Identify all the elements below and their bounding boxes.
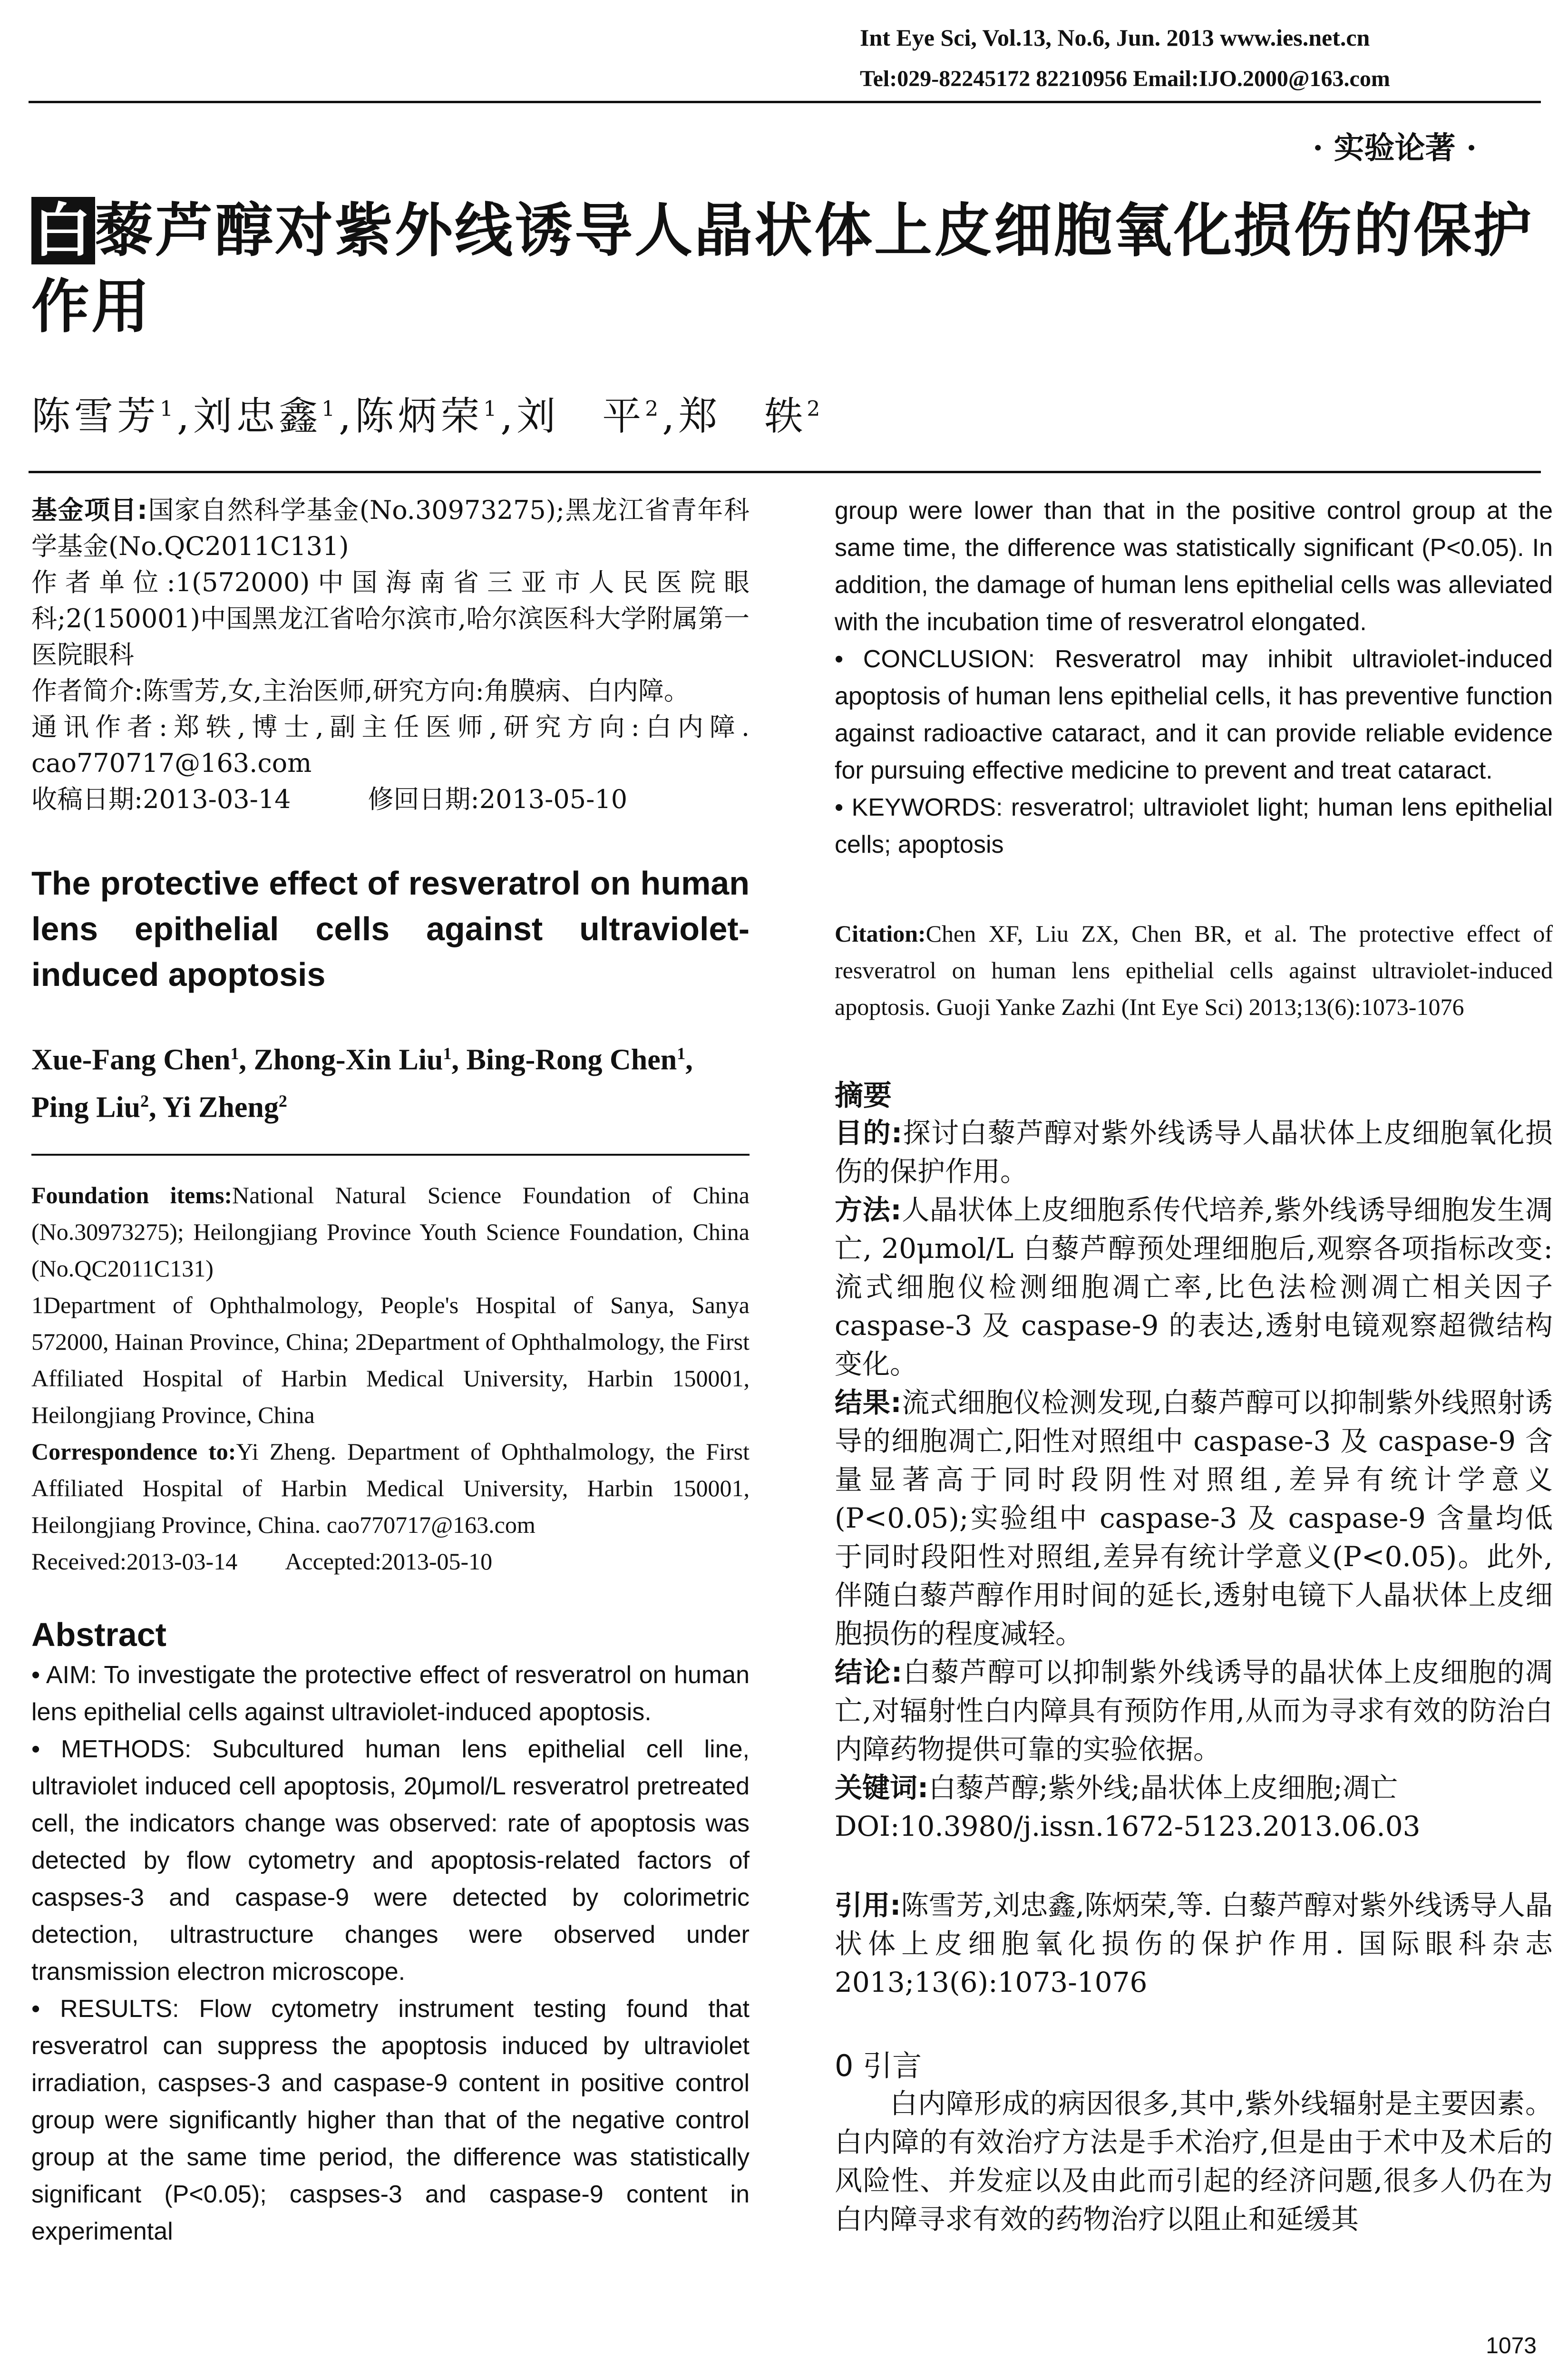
affiliation-mark: 1 xyxy=(230,1044,239,1063)
authors-rule xyxy=(29,471,1541,473)
title-rest: 藜芦醇对紫外线诱导人晶状体上皮细胞氧化损伤的保护作用 xyxy=(31,197,1533,341)
author-name: 刘 平 xyxy=(516,394,645,439)
affiliation-mark: 2 xyxy=(278,1091,287,1111)
abstract-en-left xyxy=(31,1656,750,2250)
affiliation-mark: 1 xyxy=(160,397,177,421)
affiliation-mark: 2 xyxy=(140,1091,149,1111)
cn-aim: 探讨白藜芦醇对紫外线诱导人晶状体上皮细胞氧化损伤的保护作用。 xyxy=(835,1117,1553,1188)
cn-results: 流式细胞仪检测发现,白藜芦醇可以抑制紫外线照射诱导的细胞凋亡,阳性对照组中 caspase-3 及 caspase-9 含量显著高于同时段阴性对照组,差异有统计学意义(P<0.05);实验组中 caspase-3 及 caspase-9 含量均低于同时段阳性对照组,差异有统计学意义(P<0.05)。此外,伴随白藜芦醇作用时间的延长,透射电镜下人晶状体上皮细胞损伤的程度减轻。 xyxy=(835,1386,1553,1650)
citation-en xyxy=(835,916,1553,1025)
authors-cn xyxy=(31,385,824,441)
received-dates-en: Received:2013-03-14 Accepted:2013-05-10 xyxy=(31,1548,493,1575)
author-name: 刘忠鑫 xyxy=(193,394,322,439)
en-meta xyxy=(31,1177,750,1580)
citation-text: Chen XF, Liu ZX, Chen BR, et al. The protective effect of resveratrol on human lens epithelial cells against ultraviolet-induced apoptosis. Guoji Yanke Zazhi (Int Eye Sci) 2013;13(6):1073-1076 xyxy=(835,920,1553,1020)
cn-conclusion-label: 结论: xyxy=(835,1656,903,1688)
abstract-results: • RESULTS: Flow cytometry instrument testing found that resveratrol can suppress the apoptosis induced by ultraviolet irradiation, caspses-3 and caspase-9 content in positive control group were significantly higher than that of the negative control group at the same time period, the difference was statistically significant (P<0.05); caspses-3 and caspase-9 content in experimental xyxy=(31,1995,750,2246)
affiliation-mark: 2 xyxy=(645,397,662,421)
separator: , xyxy=(662,394,679,439)
cn-abstract xyxy=(835,1114,1553,1846)
correspondence-label: Correspondence to: xyxy=(31,1438,236,1465)
abstract-aim: • AIM: To investigate the protective effect of resveratrol on human lens epithelial cells against ultraviolet-induced apoptosis. xyxy=(31,1661,750,1726)
page-number: 1073 xyxy=(1486,2333,1537,2358)
author-name: Ping Liu xyxy=(31,1091,141,1124)
author-name: Bing-Rong Chen xyxy=(466,1043,677,1076)
departments: 1Department of Ophthalmology, People's Hospital of Sanya, Sanya 572000, Hainan Province, China; 2Department of Ophthalmology, the First Affiliated Hospital of Harbin Medical University, Harbin 150001, Heilongjiang Province, China xyxy=(31,1292,750,1429)
foundation-text: National Natural Science Foundation of China (No.30973275); Heilongjiang Province Youth Science Foundation, China (No.QC2011C131) xyxy=(31,1182,750,1282)
en-meta-rule xyxy=(31,1154,750,1156)
received-dates-cn: 收稿日期:2013-03-14 修回日期:2013-05-10 xyxy=(31,784,628,814)
separator: , xyxy=(500,394,517,439)
cn-methods-label: 方法: xyxy=(835,1194,902,1226)
right-column xyxy=(835,492,1553,2239)
separator: , xyxy=(339,394,355,439)
cn-methods: 人晶状体上皮细胞系传代培养,紫外线诱导细胞发生凋亡, 20μmol/L 白藜芦醇预处理细胞后,观察各项指标改变:流式细胞仪检测细胞凋亡率,比色法检测凋亡相关因子 caspase-3 及 caspase-9 的表达,透射电镜观察超微结构变化。 xyxy=(835,1194,1553,1380)
cn-aim-label: 目的: xyxy=(835,1117,903,1149)
article-title-cn xyxy=(31,193,1544,345)
affiliation-mark: 1 xyxy=(677,1044,686,1063)
cn-results-label: 结果: xyxy=(835,1386,902,1419)
cn-conclusion: 白藜芦醇可以抑制紫外线诱导的晶状体上皮细胞的凋亡,对辐射性白内障具有预防作用,从而为寻求有效的防治白内障药物提供可靠的实验依据。 xyxy=(835,1656,1553,1765)
author-name: Zhong-Xin Liu xyxy=(253,1043,443,1076)
article-title-en: The protective effect of resveratrol on human lens epithelial cells against ultraviolet-induced apoptosis xyxy=(31,865,750,993)
fund-label: 基金项目: xyxy=(31,495,147,525)
intro-heading: 0 引言 xyxy=(835,2048,922,2083)
abstract-results-continued: group were lower than that in the positive control group at the same time, the difference was statistically significant (P<0.05). In addition, the damage of human lens epithelial cells was alleviated with the incubation time of resveratrol elongated. xyxy=(835,497,1553,636)
author-name: 陈炳荣 xyxy=(355,394,484,439)
cn-citation-label: 引用: xyxy=(835,1889,901,1921)
abstract-en-right xyxy=(835,492,1553,863)
author-name: 陈雪芳 xyxy=(31,394,160,439)
abstract-methods: • METHODS: Subcultured human lens epithelial cell line, ultraviolet induced cell apoptosis, 20μmol/L resveratrol pretreated cell, the indicators change was observed: rate of apoptosis was detected by flow cytometry and apoptosis-related factors of caspses-3 and caspase-9 were detected by colorimetric detection, ultrastructure changes were observed under transmission electron microscope. xyxy=(31,1735,750,1986)
affiliation-mark: 1 xyxy=(321,397,339,421)
author-unit: 作者单位:1(572000)中国海南省三亚市人民医院眼科;2(150001)中国黑龙江省哈尔滨市,哈尔滨医科大学附属第一医院眼科 xyxy=(31,567,750,670)
fund-text: 国家自然科学基金(No.30973275);黑龙江省青年科学基金(No.QC2011C131) xyxy=(31,495,750,561)
journal-header: Int Eye Sci, Vol.13, No.6, Jun. 2013 www.ies.net.cn xyxy=(860,24,1370,51)
cn-abstract-heading: 摘要 xyxy=(835,1079,892,1112)
affiliation-mark: 1 xyxy=(483,397,501,421)
header-rule xyxy=(29,101,1541,103)
intro-text: 白内障形成的病因很多,其中,紫外线辐射是主要因素。白内障的有效治疗方法是手术治疗,但是由于术中及术后的风险性、并发症以及由此而引起的经济问题,很多人仍在为白内障寻求有效的药物治疗以阻止和延缓其 xyxy=(835,2087,1553,2235)
correspondence-text: Yi Zheng. Department of Ophthalmology, the First Affiliated Hospital of Harbin Medical University, Harbin 150001, Heilongjiang Province, China. cao770717@163.com xyxy=(31,1438,750,1539)
cn-meta xyxy=(31,492,750,818)
affiliation-mark: 2 xyxy=(807,397,824,421)
author-name: 郑 轶 xyxy=(678,394,807,439)
citation-label: Citation: xyxy=(835,920,926,947)
left-column xyxy=(31,492,750,2250)
cn-keywords: 白藜芦醇;紫外线;晶状体上皮细胞;凋亡 xyxy=(928,1772,1398,1804)
abstract-conclusion: • CONCLUSION: Resveratrol may inhibit ultraviolet-induced apoptosis of human lens epithelial cells, it has preventive function against radioactive cataract, and it can provide reliable evidence for pursuing effective medicine to prevent and treat cataract. xyxy=(835,645,1553,784)
corresponding-author: 通讯作者:郑轶,博士,副主任医师,研究方向:白内障. cao770717@163.com xyxy=(31,712,750,778)
author-intro: 作者简介:陈雪芳,女,主治医师,研究方向:角膜病、白内障。 xyxy=(31,676,690,706)
authors-en: Xue-Fang Chen$^1$, Zhong-Xin Liu$^1$, Bing-Rong Chen$^1$, Ping Liu$^2$, Yi Zheng$^2$ xyxy=(31,1043,693,1124)
title-first-char: 白 xyxy=(31,197,95,264)
separator: , xyxy=(177,394,194,439)
section-tag: · 实验论著 · xyxy=(1313,130,1477,166)
abstract-heading: Abstract xyxy=(31,1616,166,1654)
author-name: Yi Zheng xyxy=(162,1091,279,1124)
journal-contact: Tel:029-82245172 82210956 Email:IJO.2000@163.com xyxy=(860,66,1390,91)
affiliation-mark: 1 xyxy=(443,1044,452,1063)
citation-cn xyxy=(835,1886,1553,2002)
abstract-keywords: • KEYWORDS: resveratrol; ultraviolet light; human lens epithelial cells; apoptosis xyxy=(835,794,1553,858)
cn-citation-text: 陈雪芳,刘忠鑫,陈炳荣,等. 白藜芦醇对紫外线诱导人晶状体上皮细胞氧化损伤的保护作用. 国际眼科杂志 2013;13(6):1073-1076 xyxy=(835,1889,1553,1998)
author-name: Xue-Fang Chen xyxy=(31,1043,231,1076)
doi: DOI:10.3980/j.issn.1672-5123.2013.06.03 xyxy=(835,1810,1421,1842)
cn-keywords-label: 关键词: xyxy=(835,1772,929,1804)
foundation-label: Foundation items: xyxy=(31,1182,233,1209)
